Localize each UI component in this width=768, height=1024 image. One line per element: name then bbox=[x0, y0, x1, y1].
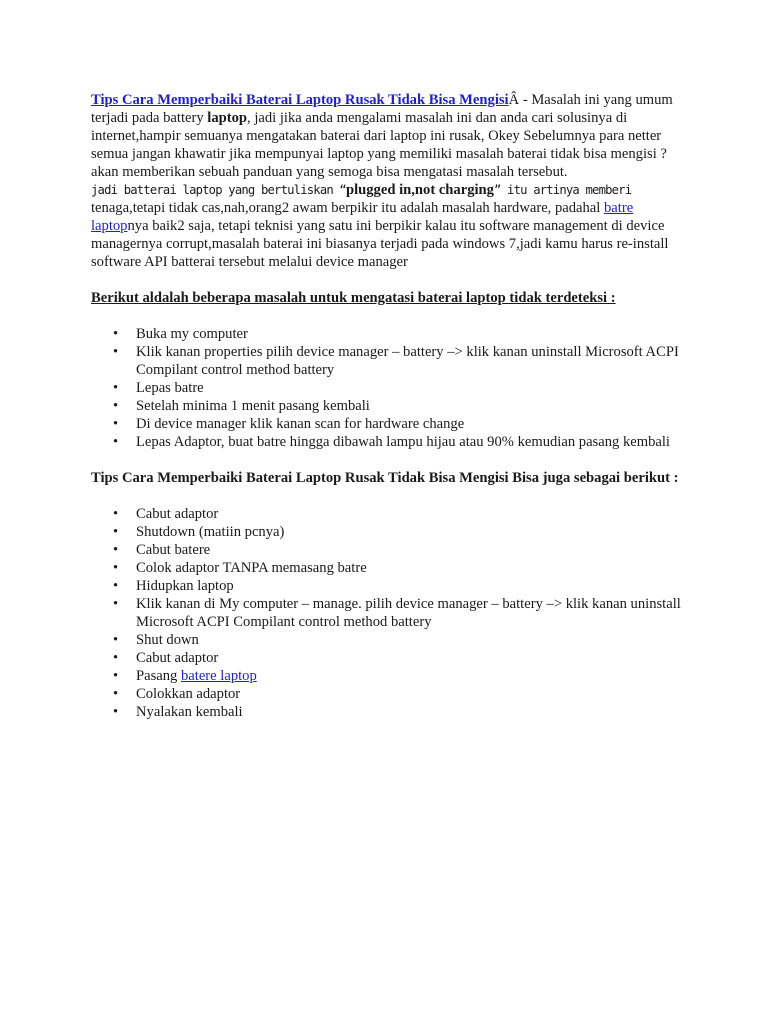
bullet-icon: • bbox=[113, 506, 119, 522]
bullet-icon: • bbox=[113, 650, 119, 666]
list-item: • Lepas batre bbox=[113, 380, 204, 396]
intro-text-c: tenaga,tetapi tidak cas,nah,orang2 awam berpikir itu adalah masalah hardware, padahal bbox=[91, 200, 604, 216]
list-item: • Di device manager klik kanan scan for hardware change bbox=[113, 416, 465, 432]
intro-bold-word: laptop bbox=[207, 110, 248, 126]
intro-text-b: , jadi jika anda mengalami masalah ini dan anda cari solusinya di internet,hampir semuanya mengatakan baterai dari laptop ini rusak, Okey Sebelumnya para netter semua jangan khawatir jika mempunyai laptop yang memiliki masalah baterai tidak bisa mengisi ? akan memberikan sebuah panduan yang semoga bisa mengatasi masalah tersebut. bbox=[91, 110, 667, 180]
intro-paragraph bbox=[91, 91, 681, 271]
bullet-icon: • bbox=[113, 560, 119, 576]
list-item: • Klik kanan di My computer – manage. pilih device manager – battery –> klik kanan uninstall Microsoft ACPI Compilant control method battery bbox=[113, 596, 681, 630]
document-content bbox=[91, 91, 681, 721]
list-item: • Klik kanan properties pilih device manager – battery –> klik kanan uninstall Microsoft ACPI Compilant control method battery bbox=[113, 344, 679, 378]
intro-text-a: Â - Masalah ini yang umum terjadi pada battery bbox=[91, 92, 673, 126]
list-item: • Buka my computer bbox=[113, 326, 248, 342]
bullet-icon: • bbox=[113, 632, 119, 648]
section1-list bbox=[91, 325, 681, 451]
intro-text-d: nya baik2 saja, tetapi teknisi yang satu ini berpikir kalau itu software management di device managernya corrupt,masalah baterai ini biasanya terjadi pada windows 7,jadi kamu harus re-install software API batterai tersebut melalui device manager bbox=[91, 218, 669, 270]
bullet-icon: • bbox=[113, 542, 119, 558]
list-item: • Cabut adaptor bbox=[113, 650, 219, 666]
bullet-icon: • bbox=[113, 344, 119, 360]
bullet-icon: • bbox=[113, 578, 119, 594]
bullet-icon: • bbox=[113, 686, 119, 702]
list-item: • Pasang batere laptop bbox=[113, 668, 257, 684]
list-item: • Colok adaptor TANPA memasang batre bbox=[113, 560, 367, 576]
bullet-icon: • bbox=[113, 416, 119, 432]
batere-laptop-link[interactable]: batere laptop bbox=[181, 668, 257, 684]
title-link[interactable]: Tips Cara Memperbaiki Baterai Laptop Rusak Tidak Bisa Mengisi bbox=[91, 92, 509, 108]
list-item: • Hidupkan laptop bbox=[113, 578, 234, 594]
intro-narrow-a: jadi batterai laptop yang bertuliskan “ bbox=[91, 183, 346, 197]
list-item: • Lepas Adaptor, buat batre hingga dibawah lampu hijau atau 90% kemudian pasang kembali bbox=[113, 434, 670, 450]
bullet-icon: • bbox=[113, 524, 119, 540]
section2-heading: Tips Cara Memperbaiki Baterai Laptop Rusak Tidak Bisa Mengisi Bisa juga sebagai berikut : bbox=[91, 470, 679, 486]
bullet-icon: • bbox=[113, 380, 119, 396]
list-item: • Colokkan adaptor bbox=[113, 686, 241, 702]
list-item: • Shutdown (matiin pcnya) bbox=[113, 524, 285, 540]
list-item: • Nyalakan kembali bbox=[113, 704, 243, 720]
section2-list bbox=[91, 505, 681, 721]
list-item: • Shut down bbox=[113, 632, 199, 648]
section1-heading: Berikut aldalah beberapa masalah untuk mengatasi baterai laptop tidak terdeteksi : bbox=[91, 290, 616, 306]
list-item: • Cabut adaptor bbox=[113, 506, 219, 522]
intro-narrow-b: ” itu artinya memberi bbox=[493, 183, 632, 197]
intro-bold-phrase: plugged in,not charging bbox=[345, 182, 494, 198]
bullet-icon: • bbox=[113, 704, 119, 720]
list-item: • Cabut batere bbox=[113, 542, 211, 558]
bullet-icon: • bbox=[113, 668, 119, 684]
bullet-icon: • bbox=[113, 398, 119, 414]
bullet-icon: • bbox=[113, 326, 119, 342]
batre-laptop-link[interactable]: batre laptop bbox=[91, 200, 634, 234]
bullet-icon: • bbox=[113, 434, 119, 450]
bullet-icon: • bbox=[113, 596, 119, 612]
list-item: • Setelah minima 1 menit pasang kembali bbox=[113, 398, 370, 414]
